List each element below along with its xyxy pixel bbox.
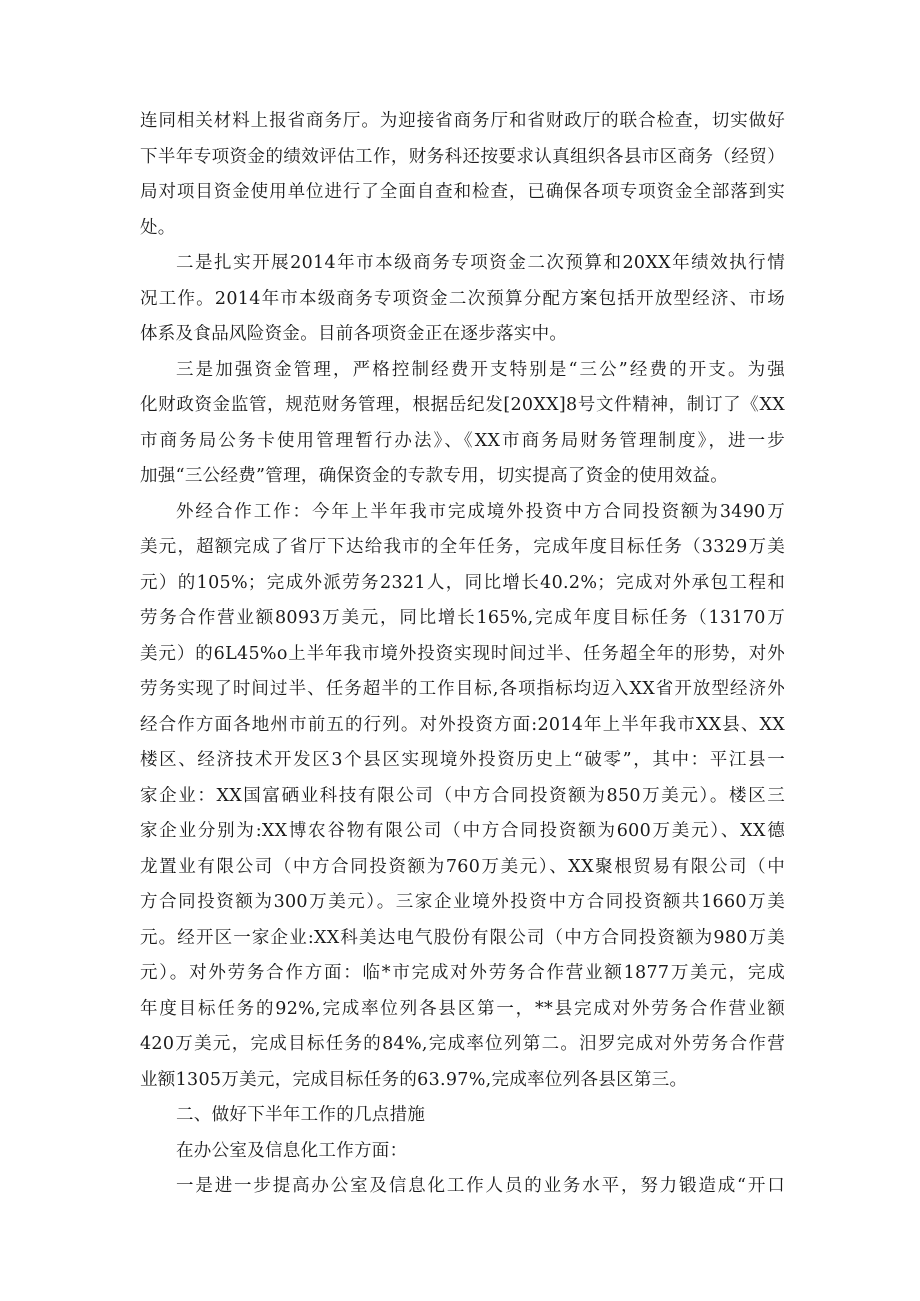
paragraph-fund-management (140, 353, 785, 495)
paragraph-continuation (140, 104, 785, 246)
text-line: 况工作。2014年市本级商务专项资金二次预算分配方案包括开放型经济、市场 (140, 288, 785, 309)
text-line: 连同相关材料上报省商务厅。为迎接省商务厅和省财政厅的联合检查，切实做好 (140, 111, 785, 131)
text-line: 楼区、经济技术开发区3个县区实现境外投资历史上“破零”，其中：平江县一 (140, 750, 785, 770)
text-line: 劳务合作营业额8093万美元，同比增长165%,完成年度目标任务（13170万 (140, 608, 785, 628)
text-line: 劳务实现了时间过半、任务超半的工作目标,各项指标均迈入XX省开放型经济外 (140, 679, 785, 699)
text-line: 家企业：XX国富硒业科技有限公司（中方合同投资额为850万美元）。楼区三 (140, 785, 785, 806)
text-line: 元）。对外劳务合作方面：临*市完成对外劳务合作营业额1877万美元，完成 (140, 963, 785, 983)
text-line: 业额1305万美元，完成目标任务的63.97%,完成率位列各县区第三。 (140, 1069, 688, 1090)
text-line: 经合作方面各地州市前五的行列。对外投资方面:2014年上半年我市XX县、XX (140, 714, 785, 735)
text-line: 美元，超额完成了省厅下达给我市的全年任务，完成年度目标任务（3329万美 (140, 537, 785, 557)
text-line: 420万美元，完成目标任务的84%,完成率位列第二。汨罗完成对外劳务合作营 (140, 1034, 785, 1054)
text-line: 一是进一步提高办公室及信息化工作人员的业务水平，努力锻造成“开口 (176, 1176, 785, 1196)
text-line: 美元）的6L45%o上半年我市境外投资实现时间过半、任务超全年的形势，对外 (140, 643, 785, 664)
text-line: 市商务局公务卡使用管理暂行办法》、《XX市商务局财务管理制度》，进一步 (140, 430, 785, 451)
subsection-heading: 在办公室及信息化工作方面： (176, 1140, 408, 1161)
text-line: 加强“三公经费”管理，确保资金的专款专用，切实提高了资金的使用效益。 (140, 466, 729, 486)
paragraph-foreign-economic-cooperation (140, 495, 785, 1099)
text-line: 局对项目资金使用单位进行了全面自查和检查，已确保各项专项资金全部落到实 (140, 182, 785, 202)
text-line: 下半年专项资金的绩效评估工作，财务科还按要求认真组织各县市区商务（经贸） (140, 146, 785, 167)
text-line: 龙置业有限公司（中方合同投资额为760万美元）、XX聚根贸易有限公司（中 (140, 856, 785, 877)
text-line: 家企业分别为:XX博农谷物有限公司（中方合同投资额为600万美元）、XX德 (140, 821, 785, 841)
paragraph-special-funds-budget (140, 246, 785, 353)
text-line: 处。 (140, 217, 176, 238)
text-line: 元）的105%；完成外派劳务2321人，同比增长40.2%；完成对外承包工程和 (140, 572, 785, 593)
section-heading: 二、做好下半年工作的几点措施 (176, 1105, 426, 1125)
text-line: 体系及食品风险资金。目前各项资金正在逐步落实中。 (140, 324, 568, 344)
text-line: 化财政资金监管，规范财务管理，根据岳纪发[20XX]8号文件精神，制订了《XX (140, 395, 785, 415)
paragraph-office-staff (140, 1169, 785, 1205)
text-line: 年度目标任务的92%,完成率位列各县区第一，**县完成对外劳务合作营业额 (140, 998, 785, 1019)
text-line: 外经合作工作：今年上半年我市完成境外投资中方合同投资额为3490万 (176, 501, 785, 522)
text-line: 元。经开区一家企业:XX科美达电气股份有限公司（中方合同投资额为980万美 (140, 927, 785, 948)
document-body (140, 104, 785, 1205)
text-line: 二是扎实开展2014年市本级商务专项资金二次预算和20XX年绩效执行情 (176, 253, 785, 273)
text-line: 方合同投资额为300万美元）。三家企业境外投资中方合同投资额共1660万美 (140, 892, 785, 912)
text-line: 三是加强资金管理，严格控制经费开支特别是“三公”经费的开支。为强 (176, 359, 785, 380)
